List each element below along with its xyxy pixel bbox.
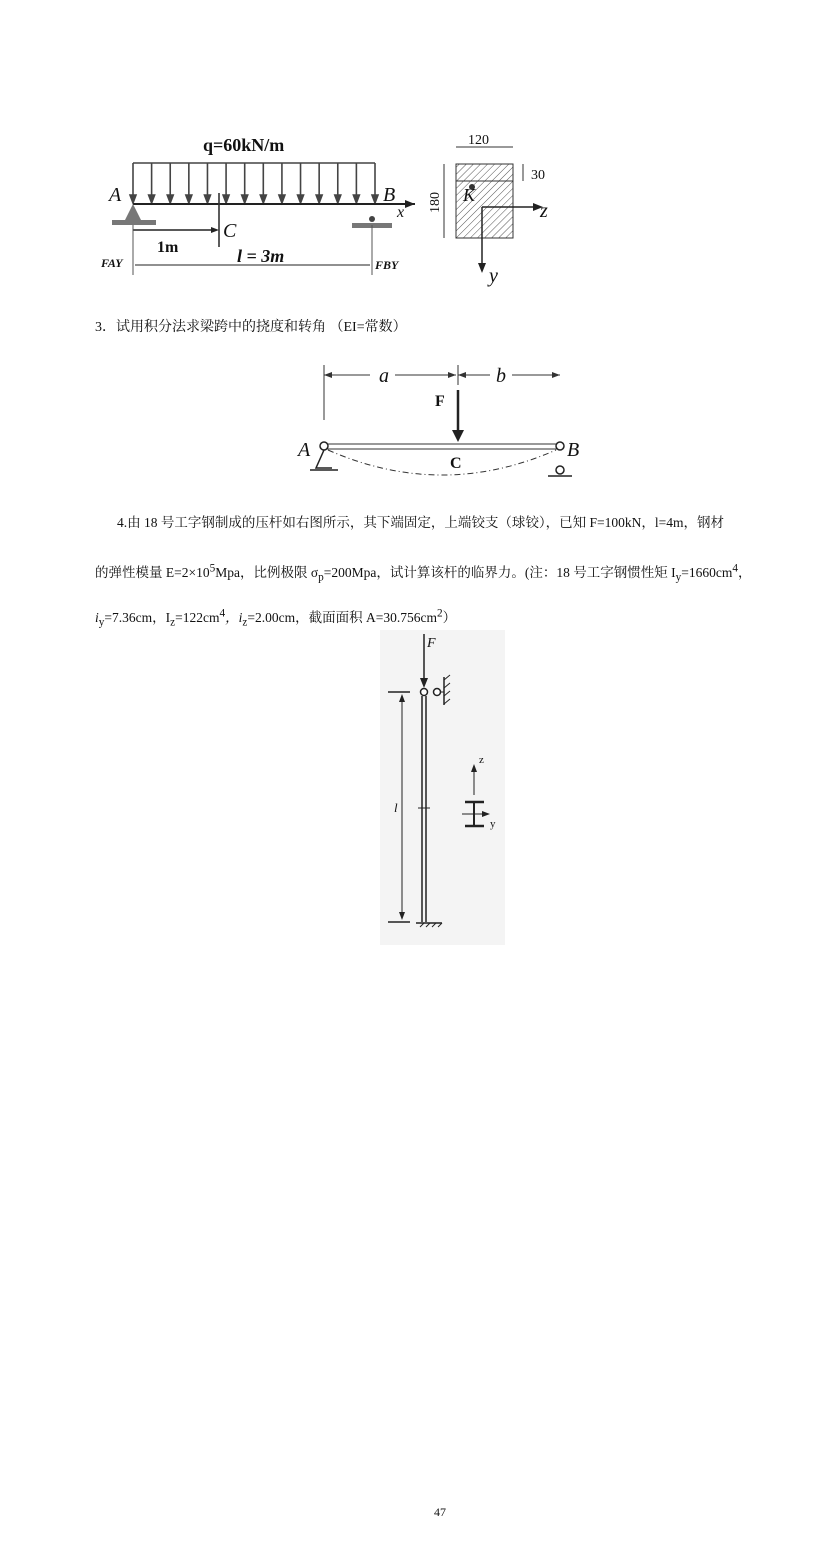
text: 5 (209, 562, 216, 575)
question-4-line-2 (95, 561, 751, 584)
load-arrowhead (149, 195, 155, 203)
point-a-label: A (109, 184, 122, 206)
dim-b-label: b (496, 365, 506, 387)
question-4-line-3 (95, 606, 456, 629)
text: =1660cm (681, 565, 733, 580)
dist-ac-label: 1m (157, 239, 179, 256)
text: =200Mpa，试计算该杆的临界力。(注：18 号工字钢惯性矩 I (323, 565, 676, 580)
column-figure (380, 630, 505, 945)
text: =122cm (175, 610, 220, 625)
section-height-label: 180 (428, 192, 443, 213)
load-arrowhead (167, 195, 173, 203)
load-arrowhead (335, 195, 341, 203)
text: y (675, 571, 682, 584)
point-b-label: B (567, 439, 580, 461)
axis-x-label: x (397, 204, 405, 221)
text: Mpa，比例极限 σ (215, 565, 319, 580)
text: =2.00cm，截面面积 A=30.756cm (247, 610, 437, 625)
point-k-label: K (463, 185, 476, 205)
text: =7.36cm，I (104, 610, 171, 625)
span-label: l = 3m (237, 246, 285, 266)
length-label: l (394, 800, 398, 815)
load-arrowhead (242, 195, 248, 203)
text: ， (737, 565, 752, 580)
text: p (318, 571, 324, 584)
text: i (95, 610, 99, 625)
question-4-line-1: 4.由 18 号工字钢制成的压杆如右图所示，其下端固定，上端铰支（球铰），已知 F=100kN，l=4m，钢材 (117, 515, 724, 530)
axis-z-label: z (479, 754, 484, 766)
text: z (170, 616, 176, 629)
text: y (98, 616, 105, 629)
load-arrowhead (298, 195, 304, 203)
load-arrowhead (186, 195, 192, 203)
text: ，i (225, 610, 243, 625)
load-arrowhead (353, 195, 359, 203)
force-f-label: F (435, 393, 445, 410)
load-arrowhead (260, 195, 266, 203)
text: ） (442, 610, 457, 625)
load-arrowhead (130, 195, 136, 203)
load-label: q=60kN/m (203, 135, 285, 155)
point-b-label: B (383, 184, 396, 206)
load-arrowhead (204, 195, 210, 203)
axis-y-label: y (489, 265, 498, 287)
text: 的弹性模量 E=2×10 (95, 565, 210, 580)
distributed-load (130, 163, 378, 203)
text: 4 (219, 607, 226, 620)
beam-figure (95, 125, 555, 290)
text: z (242, 616, 248, 629)
simply-supported-beam-figure (290, 360, 580, 495)
axis-z-label: z (540, 200, 548, 222)
point-c-label: C (223, 220, 237, 242)
point-a-label: A (298, 439, 311, 461)
load-arrowhead (279, 195, 285, 203)
text: 2 (436, 607, 443, 620)
axis-y-label: y (490, 818, 496, 830)
load-arrowhead (223, 195, 229, 203)
text: 4 (732, 562, 738, 575)
section-offset-label: 30 (531, 168, 545, 183)
question-3: 3．试用积分法求梁跨中的挠度和转角 （EI=常数） (95, 320, 407, 335)
point-c-label: C (450, 455, 462, 472)
reaction-b-label: FBY (375, 258, 399, 272)
reaction-a-label: FAY (101, 256, 123, 270)
load-arrowhead (316, 195, 322, 203)
force-f-label: F (427, 636, 436, 651)
load-arrowhead (372, 195, 378, 203)
pin-support-a (125, 204, 141, 220)
dim-a-label: a (379, 365, 389, 387)
page-number: 47 (434, 1505, 446, 1519)
section-width-label: 120 (468, 133, 489, 148)
